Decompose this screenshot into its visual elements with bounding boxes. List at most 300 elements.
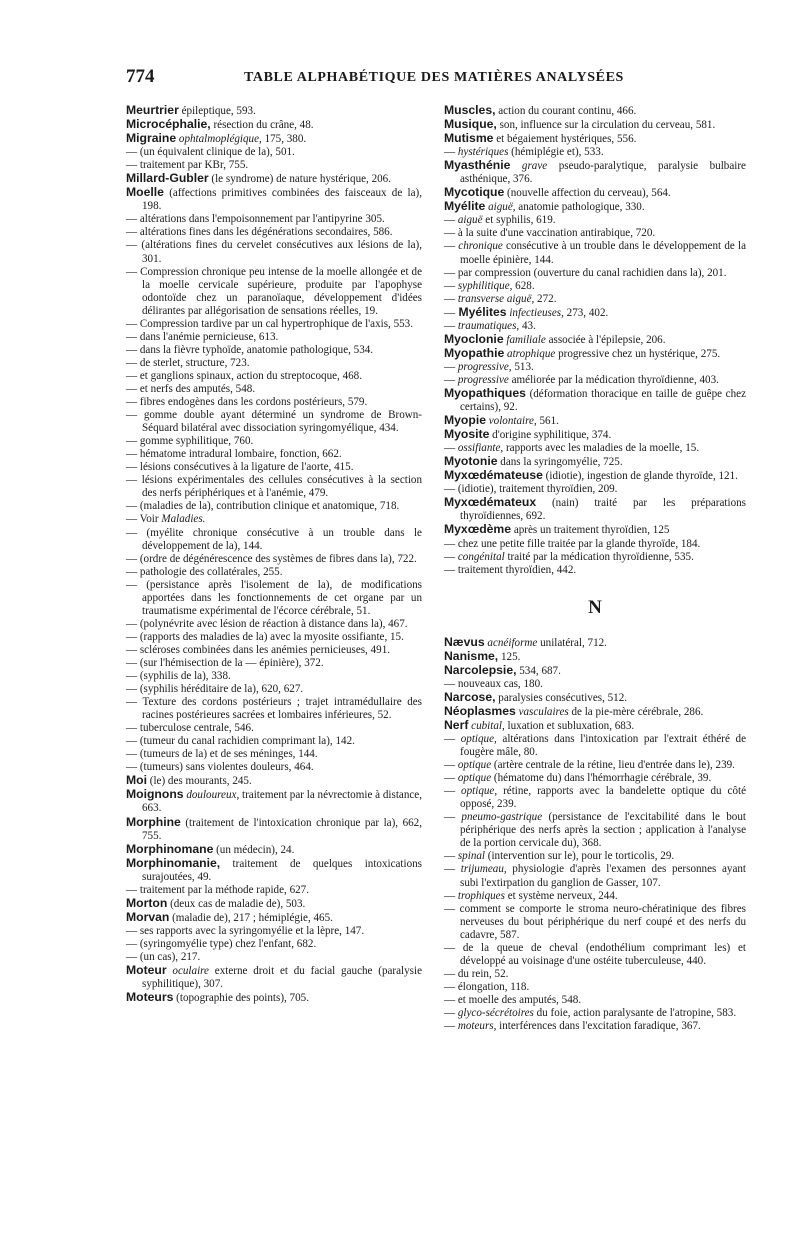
subentry-qualifier: transverse aiguë, [455,292,535,305]
entry-qualifier: aiguë, [485,201,516,214]
entry-headword: Moi [126,773,147,788]
index-entry [444,691,746,705]
subentry-text-rest: 513. [511,360,534,373]
index-subentry [444,564,746,577]
entry-qualifier: douloureux, [183,789,240,802]
subentry-text: — [444,889,456,902]
subentry-qualifier: glyco-sécrétoires [455,1007,534,1019]
subentry-qualifier: trophiques [455,889,505,902]
subentry-text-rest: 628. [512,279,535,292]
index-subentry [126,696,422,722]
index-entry [126,911,422,925]
subentry-text: — par compression (ouverture du canal rachidien dans la), 201. [444,266,727,279]
entry-headword: Meurtrier [126,103,179,117]
subentry-text: — [444,214,456,227]
index-entry [126,788,422,815]
entry-headword: Mutisme [444,131,494,146]
subentry-text: — [444,240,456,253]
entry-headword: Morphinomanie, [126,855,221,870]
index-entry [444,636,746,650]
subentry-text: — [444,279,456,292]
subentry-text: — tuberculose centrale, 546. [126,722,254,735]
index-subentry [126,318,422,331]
entry-headword: Myotonie [444,454,498,469]
subentry-headword: Myélites [455,304,507,319]
section-letter: N [588,596,602,618]
subentry-text: — scléroses combinées dans les anémies pernicieuses, 491. [126,643,391,656]
subentry-text: — du rein, 52. [444,967,509,980]
subentry-text-rest: 43. [519,319,536,332]
index-subentry [126,396,422,409]
index-subentry [126,344,422,357]
entry-headword: Myxœdémateux [444,495,537,510]
index-entry [126,118,422,132]
subentry-text-rest: améliorée par la médication thyroïdienne, 403. [508,373,719,386]
subentry-text: — (myélite chronique consécutive à un trouble dans le développement de la), 144. [126,526,422,552]
entry-headword: Moignons [126,787,184,802]
index-entry [126,816,422,843]
entry-headword: Narcose, [444,689,496,704]
subentry-text: — ses rapports avec la syringomyélie et la lèpre, 147. [126,924,365,937]
index-entry [444,650,746,664]
subentry-qualifier: chronique [455,240,503,253]
index-subentry [444,850,746,863]
index-subentry [444,968,746,981]
entry-headword: Morphinomane [126,841,214,856]
entry-qualifier: oculaire [166,965,209,978]
index-entry [444,496,746,523]
subentry-text: — [444,759,456,772]
subentry-qualifier: aiguë [455,214,483,227]
subentry-text: — [444,863,456,876]
entry-headword: Microcéphalie, [126,117,211,132]
entry-headword: Moelle [126,185,164,200]
entry-headword: Myélite [444,199,486,214]
subentry-qualifier: optique [455,759,492,772]
subentry-text: — Texture des cordons postérieurs ; trajet intramédullaire des racines postérieures sacrées et lombaires inférieures, 52. [126,696,422,722]
subentry-text: — (sur l'hémisection de la — épinière), 372. [126,656,324,669]
index-subentry [126,527,422,553]
entry-headword: Moteur [126,963,167,978]
entry-qualifier: atrophique [504,347,556,360]
subentry-text: — de sterlet, structure, 723. [126,356,250,369]
index-subentry [126,735,422,748]
index-subentry [126,500,422,513]
index-subentry [444,551,746,564]
index-subentry [444,214,746,227]
entry-text: après un traitement thyroïdien, 125 [511,524,670,537]
entry-headword: Nævus [444,634,485,649]
entry-headword: Musique, [444,117,497,132]
subentry-text-rest: (hémiplégie et), 533. [508,146,604,159]
index-subentry [444,772,746,785]
index-subentry [444,227,746,240]
subentry-text: — [444,292,456,305]
subentry-text: — élongation, 118. [444,980,530,993]
index-subentry [444,863,746,889]
index-subentry [126,618,422,631]
subentry-text: — (ordre de dégénérescence des systèmes de fibres dans la), 722. [126,552,417,565]
subentry-text: — dans l'anémie pernicieuse, 613. [126,330,279,343]
entry-headword: Narcolepsie, [444,662,517,677]
index-subentry [444,267,746,280]
subentry-text-rest: (hématome du) dans l'hémorrhagie cérébrale, 39. [491,772,712,785]
subentry-qualifier: optique [455,772,492,785]
subentry-text: — Compression tardive par un cal hypertrophique de l'axis, 553. [126,317,413,330]
entry-text: traitement par la névrectomie à distance, 663. [142,789,422,815]
index-subentry [444,785,746,811]
entry-qualifier: volontaire, [485,415,537,428]
index-subentry [126,383,422,396]
entry-text: 561. [536,415,559,428]
entry-text: résection du crâne, 48. [210,119,314,132]
index-subentry [126,461,422,474]
subentry-qualifier: optique, [455,733,497,746]
subentry-qualifier: spinal [455,850,485,863]
index-subentry [126,266,422,318]
subentry-text: — (un équivalent clinique de la), 501. [126,146,295,159]
entry-headword: Myosite [444,427,490,442]
subentry-qualifier: syphilitique, [455,279,513,292]
index-entry [444,200,746,214]
index-entry [444,387,746,414]
subentry-text: — [444,1007,456,1019]
subentry-text: — à la suite d'une vaccination antirabique, 720. [444,227,656,240]
index-entry [444,428,746,442]
index-subentry [126,566,422,579]
entry-text: pseudo-paralytique, paralysie bulbaire asthénique, 376. [460,160,746,186]
subentry-text: — pathologie des collatérales, 255. [126,565,283,578]
subentry-text: — Compression chronique peu intense de la moelle allongée et de la moelle cervicale supérieure, produite par l'apophyse odontoïde chez un paranoïaque, développement d'idées délirantes par allégorisation de sensations réelles, 19. [126,265,422,317]
subentry-text-rest: (persistance de l'excitabilité dans le bout périphérique des nerfs après la section ; application à l'analyse de la portion cervicale du), 368. [460,811,746,850]
index-subentry [444,890,746,903]
entry-text: (nain) traité par les préparations thyroïdiennes, 692. [460,497,746,523]
subentry-qualifier: optique, [455,785,498,798]
index-entry [444,118,746,132]
subentry-text: — [444,733,456,746]
entry-text: (déformation thoracique en taille de guêpe chez certains), 92. [460,387,746,414]
index-subentry [444,811,746,850]
subentry-text: — (tumeurs) sans violentes douleurs, 464. [126,761,314,774]
entry-headword: Muscles, [444,103,496,117]
subentry-text: — et nerfs des amputés, 548. [126,382,256,395]
subentry-text: — gomme double ayant déterminé un syndrome de Brown-Séquard bilatéral avec dissociation syringomyélique, 434. [126,409,422,435]
subentry-text: — hématome intradural lombaire, fonction, 662. [126,448,342,461]
entry-text: de la pie-mère cérébrale, 286. [568,705,704,718]
index-subentry [444,981,746,994]
subentry-text: — [444,1020,456,1033]
subentry-text: — (altérations fines du cervelet consécutives aux lésions de la), 301. [126,239,422,265]
subentry-text: — [444,850,456,863]
entry-headword: Nerf [444,717,469,732]
index-subentry [444,361,746,374]
subentry-text: — (polynévrite avec lésion de réaction à distance dans la), 467. [126,617,408,630]
index-subentry [126,683,422,696]
index-subentry [444,903,746,942]
index-subentry [444,306,746,320]
entry-headword: Myxœdème [444,522,512,537]
index-subentry [126,448,422,461]
index-entry [126,186,422,213]
subentry-text: — de la queue de cheval (endothélium comprimant les) et développé au voisinage d'une ostéite tuberculeuse, 440. [444,941,746,967]
subentry-text-rest: rétine, rapports avec la bandelette optique du côté opposé, 239. [460,785,747,811]
index-subentry [126,435,422,448]
index-subentry [126,409,422,435]
index-entry [126,964,422,991]
entry-text: (idiotie), ingestion de glande thyroïde, 121. [542,470,738,483]
index-entry [444,455,746,469]
index-entry [126,104,422,118]
index-subentry [126,722,422,735]
entry-headword: Néoplasmes [444,703,516,718]
entry-text: anatomie pathologique, 330. [515,201,645,214]
entry-text: luxation et subluxation, 683. [504,719,635,732]
index-entry [126,774,422,788]
entry-headword: Myasthénie [444,158,511,173]
page-title: TABLE ALPHABÉTIQUE DES MATIÈRES ANALYSÉES [244,70,624,85]
entry-text: externe droit et du facial gauche (paralysie syphilitique), 307. [142,965,422,991]
subentry-text-rest: altérations dans l'intoxication par l'extrait éthéré de fougère mâle, 80. [460,733,746,759]
subentry-qualifier: ossifiante, [455,442,504,455]
subentry-text-rest: et syphilis, 619. [482,214,556,227]
subentry-text: — traitement thyroïdien, 442. [444,563,577,576]
entry-qualifier: grave [510,160,548,173]
index-subentry [126,884,422,897]
entry-headword: Myopathie [444,345,505,360]
subentry-text: — (un cas), 217. [126,951,201,963]
index-subentry [126,644,422,657]
subentry-text: — [444,306,456,319]
index-entry [444,186,746,200]
subentry-text: — (syphilis héréditaire de la), 620, 627. [126,683,304,696]
subentry-text: — altérations fines dans les dégénérations secondaires, 586. [126,226,393,239]
index-entry [444,132,746,146]
index-entry [126,132,422,146]
subentry-text-rest: 273, 402. [563,306,609,319]
entry-headword: Myopie [444,413,486,428]
subentry-qualifier: Maladies. [158,513,206,526]
subentry-qualifier: traumatiques, [455,319,520,332]
index-entry [444,705,746,719]
subentry-qualifier: progressive [455,373,509,386]
index-subentry [126,239,422,265]
subentry-text: — traitement par KBr, 755. [126,159,249,172]
subentry-text: — fibres endogènes dans les cordons postérieurs, 579. [126,396,368,409]
subentry-text: — [444,550,456,563]
subentry-text: — Voir [126,513,159,526]
subentry-text: — altérations dans l'empoisonnement par l'antipyrine 305. [126,213,385,226]
index-entry [444,104,746,118]
page-number: 774 [126,66,155,87]
subentry-text-rest: interférences dans l'excitation faradique, 367. [496,1020,701,1033]
entry-text: (le syndrome) de nature hystérique, 206. [208,173,392,186]
entry-text: (maladie de), 217 ; hémiplégie, 465. [169,911,333,924]
subentry-text-rest: rapports avec les maladies de la moelle, 15. [503,442,700,455]
index-subentry [126,213,422,226]
index-entry [126,843,422,857]
subentry-text-rest: traité par la médication thyroïdienne, 535. [504,550,694,563]
entry-text: 175, 380. [261,133,307,146]
entry-qualifier: acnéiforme [484,636,538,649]
index-subentry [126,951,422,964]
entry-text: 534, 687. [516,664,561,677]
subentry-text-rest: et système nerveux, 244. [504,889,618,902]
subentry-text: — (persistance après l'isolement de la), de modifications apportées dans les fonctionnements de cet organe par un traumatisme expérimental de l'écorce cérébrale, 51. [126,578,422,617]
entry-headword: Morvan [126,909,170,924]
right-column [444,104,746,1033]
entry-headword: Myoclonie [444,331,504,346]
subentry-text-rest: du foie, action paralysante de l'atropine, 583. [533,1007,737,1019]
left-column [126,104,422,1005]
subentry-text: — nouveaux cas, 180. [444,677,543,690]
index-subentry [126,579,422,618]
subentry-qualifier: trijumeau, [455,863,507,876]
entry-qualifier: cubital, [468,719,505,732]
entry-text: (deux cas de maladie de), 503. [167,897,306,910]
entry-text: et bégaiement hystériques, 556. [493,133,637,146]
index-entry [126,991,422,1005]
entry-headword: Migraine [126,131,177,146]
subentry-text: — et moelle des amputés, 548. [444,993,582,1006]
subentry-qualifier: pneumo-gastrique [455,811,543,824]
subentry-text: — [444,442,456,455]
subentry-qualifier: progressive, [455,360,512,373]
entry-headword: Mycotique [444,185,505,200]
entry-headword: Myopathiques [444,385,526,400]
subentry-text: — [444,373,456,386]
index-subentry [126,513,422,526]
subentry-text: — (rapports des maladies de la) avec la myosite ossifiante, 15. [126,630,404,643]
subentry-text: — chez une petite fille traitée par la glande thyroïde, 184. [444,537,701,550]
entry-text: (le) des mourants, 245. [146,775,252,788]
index-entry [126,172,422,186]
subentry-text: — lésions expérimentales des cellules consécutives à la section des nerfs périphériques et à l'anémie, 479. [126,474,422,500]
index-entry [444,159,746,186]
entry-headword: Moteurs [126,990,174,1005]
subentry-text: — lésions consécutives à la ligature de l'aorte, 415. [126,461,354,474]
index-entry [444,664,746,678]
index-subentry [444,538,746,551]
index-subentry [126,938,422,951]
subentry-text: — (syphilis de la), 338. [126,670,231,683]
entry-text: (traitement de l'intoxication chronique par la), 662, 755. [142,816,422,842]
entry-text: (affections primitives combinées des faisceaux de la), 198. [142,187,422,213]
index-subentry [126,553,422,566]
entry-text: progressive chez un hystérique, 275. [555,347,721,360]
entry-qualifier: ophtalmoplégique, [176,133,262,146]
index-entry [444,347,746,361]
entry-text: (topographie des points), 705. [173,992,309,1005]
index-subentry [126,761,422,774]
index-subentry [444,733,746,759]
entry-headword: Morphine [126,814,181,829]
index-subentry [444,1007,746,1020]
subentry-qualifier: moteurs, [455,1020,497,1033]
entry-text: son, influence sur la circulation du cerveau, 581. [496,119,716,132]
entry-text: paralysies consécutives, 512. [495,691,628,704]
page-header [126,66,746,90]
entry-text: d'origine syphilitique, 374. [489,429,612,442]
subentry-text: — [444,319,456,332]
entry-text: (un médecin), 24. [213,843,295,856]
entry-text: (nouvelle affection du cerveau), 564. [504,187,671,200]
index-entry [444,414,746,428]
entry-headword: Morton [126,895,168,910]
subentry-text: — et ganglions spinaux, action du streptocoque, 468. [126,369,363,382]
index-subentry [444,1020,746,1033]
index-subentry [126,748,422,761]
entry-text: 125. [498,650,521,663]
subentry-text-rest: (intervention sur le), pour le torticolis, 29. [485,850,675,863]
entry-text: action du courant continu, 466. [495,105,637,117]
subentry-text: — (idiotie), traitement thyroïdien, 209. [444,483,618,496]
entry-headword: Nanisme, [444,648,499,663]
subentry-qualifier: infectieuses, [506,306,564,319]
index-subentry [444,240,746,266]
subentry-text: — comment se comporte le stroma neuro-chératinique des fibres nerveuses du bout périphérique du nerf coupé et des nerfs du cadavre, 587. [444,902,746,941]
index-subentry [126,657,422,670]
index-entry [444,333,746,347]
index-subentry [126,370,422,383]
entry-text: épileptique, 593. [178,105,256,117]
subentry-text: — [444,811,456,824]
subentry-text: — dans la fièvre typhoïde, anatomie pathologique, 534. [126,343,374,356]
index-subentry [444,994,746,1007]
entry-text: dans la syringomyélie, 725. [497,456,623,469]
subentry-text: — traitement par la méthode rapide, 627. [126,883,309,896]
entry-text: associée à l'épilepsie, 206. [545,333,666,346]
subentry-text: — (maladies de la), contribution clinique et anatomique, 718. [126,500,400,513]
index-subentry [126,226,422,239]
index-subentry [126,474,422,500]
subentry-qualifier: hystériques [455,146,509,159]
subentry-text: — (syringomyélie type) chez l'enfant, 682. [126,937,317,950]
subentry-qualifier: congénital [455,550,505,563]
index-entry [126,857,422,884]
entry-qualifier: familiale [503,333,546,346]
index-entry [444,469,746,483]
subentry-text: — [444,785,456,798]
entry-headword: Myxœdémateuse [444,468,543,483]
subentry-text: — [444,146,456,159]
entry-text: unilatéral, 712. [537,636,607,649]
index-entry [444,719,746,733]
index-subentry [126,670,422,683]
index-subentry [126,631,422,644]
entry-qualifier: vasculaires [515,705,569,718]
subentry-text-rest: physiologie d'après l'examen des personnes ayant subi l'extirpation du ganglion de Gasser, 107. [460,863,746,889]
entry-headword: Millard-Gubler [126,171,209,186]
index-subentry [444,759,746,772]
index-subentry [444,280,746,293]
index-subentry [126,925,422,938]
subentry-text: — [444,772,456,785]
subentry-text-rest: 272. [534,292,557,305]
index-entry [126,897,422,911]
entry-text: traitement de quelques intoxications surajoutées, 49. [142,857,422,883]
subentry-text-rest: consécutive à un trouble dans le développement de la moelle épinière, 144. [460,240,746,266]
index-subentry [126,357,422,370]
index-entry [444,523,746,537]
index-subentry [126,331,422,344]
index-subentry [444,942,746,968]
subentry-text: — [444,360,456,373]
subentry-text: — gomme syphilitique, 760. [126,435,254,448]
index-subentry [126,146,422,159]
subentry-text-rest: (artère centrale de la rétine, lieu d'entrée dans le), 239. [491,759,735,772]
subentry-text: — (tumeur du canal rachidien comprimant la), 142. [126,735,355,748]
subentry-text: — (tumeurs de la) et de ses méninges, 144. [126,748,318,761]
